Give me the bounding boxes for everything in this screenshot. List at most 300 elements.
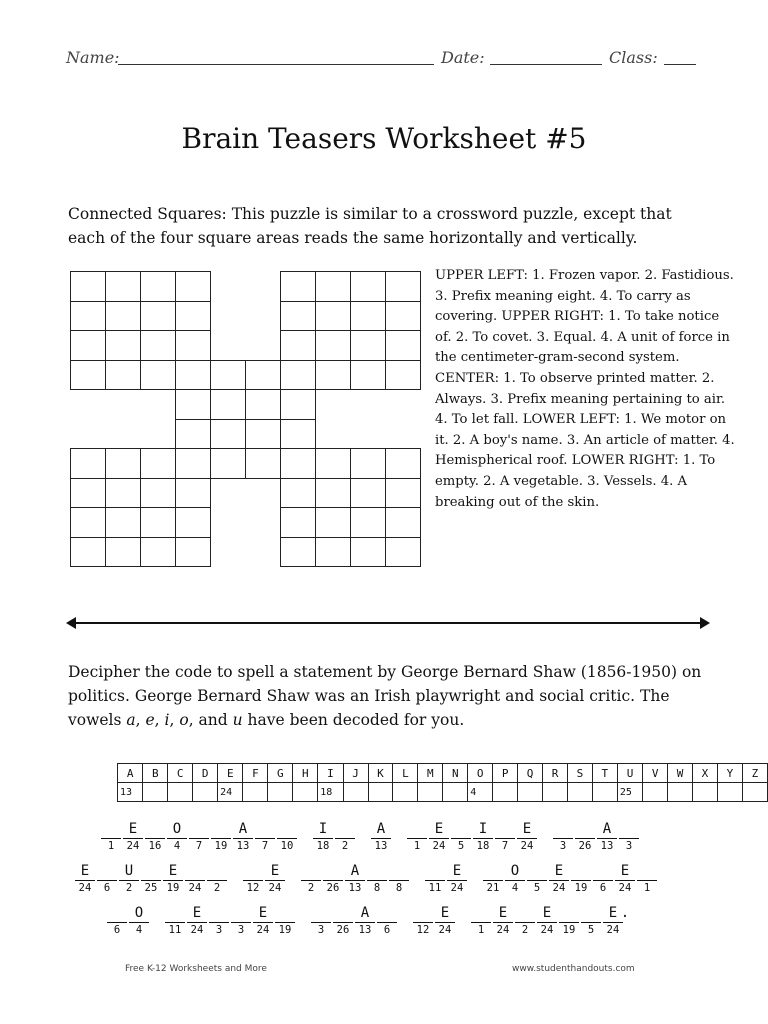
footer-right: www.studenthandouts.com	[512, 964, 635, 974]
puzzle-cell[interactable]	[280, 419, 316, 450]
key-letter-j: J	[343, 764, 368, 783]
cipher-letter-slot[interactable]	[184, 862, 206, 895]
puzzle-cell[interactable]	[350, 537, 386, 568]
cipher-letter-slot[interactable]	[344, 862, 366, 895]
key-number-p[interactable]	[493, 783, 518, 802]
decoded-letter	[230, 904, 252, 922]
decoded-letter	[406, 820, 428, 838]
code-number: 1	[413, 840, 421, 852]
cipher-letter-slot[interactable]	[166, 820, 188, 853]
key-number-y[interactable]	[717, 783, 742, 802]
decoded-letter: E	[434, 821, 444, 837]
cipher-letter-slot[interactable]	[310, 904, 332, 937]
puzzle-cell[interactable]	[70, 271, 106, 302]
code-number: 4	[173, 840, 181, 852]
clue-text: : 1. To take notice of. 2. To covet. 3. Equal. 4. A unit of force in the centimeter-gram-second system.	[435, 309, 730, 366]
key-letter-u: U	[617, 764, 642, 783]
connected-squares-intro: Connected Squares: This puzzle is similar to a crossword puzzle, except that each of the four square areas reads the same horizontally and vertically.	[68, 205, 672, 247]
decoded-letter	[470, 904, 492, 922]
clue-label: CENTER	[435, 370, 495, 386]
puzzle-cell[interactable]	[315, 301, 351, 332]
code-number: 24	[618, 882, 632, 894]
decoded-letter	[334, 820, 356, 838]
cipher-letter-slot[interactable]	[552, 820, 574, 853]
clue-label: LOWER RIGHT	[571, 453, 675, 469]
key-letter-h: H	[293, 764, 318, 783]
key-letter-e: E	[218, 764, 243, 783]
decoded-letter	[332, 904, 354, 922]
puzzle-cell[interactable]	[280, 389, 316, 420]
code-number: 24	[450, 882, 464, 894]
cipher-letter-slot[interactable]	[334, 820, 356, 853]
key-letter-d: D	[193, 764, 218, 783]
cipher-letter-slot[interactable]	[128, 904, 150, 937]
cipher-letter-slot[interactable]	[96, 862, 118, 895]
puzzle-cell[interactable]	[175, 360, 211, 391]
code-number: 16	[148, 840, 162, 852]
name-field-line[interactable]	[118, 64, 434, 65]
puzzle-cell[interactable]	[280, 478, 316, 509]
code-number: 18	[476, 840, 490, 852]
puzzle-cell[interactable]	[280, 360, 316, 391]
decoded-letter	[164, 904, 186, 922]
cipher-letter-slot[interactable]	[188, 820, 210, 853]
code-number: 24	[190, 924, 204, 936]
key-number-z[interactable]	[742, 783, 767, 802]
decoded-letter	[618, 820, 640, 838]
decoded-letter: O	[172, 821, 182, 837]
puzzle-cell[interactable]	[315, 448, 351, 479]
decoded-letter: A	[238, 821, 248, 837]
cipher-letter-slot[interactable]	[230, 904, 252, 937]
puzzle-cell[interactable]	[350, 507, 386, 538]
key-number-l[interactable]	[393, 783, 418, 802]
clue-text: : 1. Frozen vapor. 2. Fastidious. 3. Prefix meaning eight. 4. To carry as covering.	[435, 268, 734, 325]
clue-list	[435, 266, 735, 513]
code-number: 2	[341, 840, 349, 852]
cipher-letter-slot[interactable]	[186, 904, 208, 937]
puzzle-cell[interactable]	[175, 330, 211, 361]
cipher-letter-slot[interactable]	[276, 820, 298, 853]
cipher-letter-slot[interactable]	[122, 820, 144, 853]
cipher-letter-slot[interactable]	[536, 904, 558, 937]
cipher-letter-slot[interactable]	[376, 904, 398, 937]
decoded-letter: E	[128, 821, 138, 837]
puzzle-cell[interactable]	[175, 507, 211, 538]
divider-arrow-right	[700, 617, 710, 629]
decoded-letter: E	[498, 905, 508, 921]
puzzle-cell[interactable]	[245, 360, 281, 391]
puzzle-cell[interactable]	[210, 419, 246, 450]
cipher-letter-slot[interactable]	[472, 820, 494, 853]
code-number: 3	[559, 840, 567, 852]
key-number-m[interactable]	[418, 783, 443, 802]
decoded-letter	[592, 862, 614, 880]
cipher-letter-slot[interactable]	[412, 904, 434, 937]
puzzle-cell[interactable]	[350, 478, 386, 509]
puzzle-cell[interactable]	[385, 448, 421, 479]
key-number-t[interactable]	[592, 783, 617, 802]
code-number: 19	[214, 840, 228, 852]
puzzle-cell[interactable]	[210, 448, 246, 479]
puzzle-cell[interactable]	[315, 271, 351, 302]
code-number: 8	[373, 882, 381, 894]
key-number-o[interactable]: 4	[468, 783, 493, 802]
code-number: 3	[215, 924, 223, 936]
cipher-letter-slot[interactable]	[558, 904, 580, 937]
decoded-letter	[494, 820, 516, 838]
puzzle-cell[interactable]	[140, 537, 176, 568]
decoded-letter: E	[440, 905, 450, 921]
decoded-letter: E	[452, 863, 462, 879]
cipher-letter-slot[interactable]	[232, 820, 254, 853]
key-letter-s: S	[567, 764, 592, 783]
puzzle-cell[interactable]	[175, 478, 211, 509]
key-number-k[interactable]	[368, 783, 393, 802]
puzzle-cell[interactable]	[350, 330, 386, 361]
cipher-letter-slot[interactable]	[144, 820, 166, 853]
cipher-letter-slot[interactable]	[618, 820, 640, 853]
cipher-letter-slot[interactable]	[424, 862, 446, 895]
puzzle-cell[interactable]	[245, 389, 281, 420]
puzzle-cell[interactable]	[385, 301, 421, 332]
puzzle-cell[interactable]	[105, 271, 141, 302]
decoded-letter	[450, 820, 472, 838]
cipher-letter-slot[interactable]	[548, 862, 570, 895]
code-number: 3	[237, 924, 245, 936]
puzzle-cell[interactable]	[210, 360, 246, 391]
code-number: 25	[144, 882, 158, 894]
date-label: Date:	[441, 48, 485, 67]
puzzle-cell[interactable]	[280, 301, 316, 332]
code-number: 24	[268, 882, 282, 894]
code-number: 7	[195, 840, 203, 852]
code-number: 24	[438, 924, 452, 936]
decipher-intro: Decipher the code to spell a statement by George Bernard Shaw (1856-1950) on politics. George Bernard Shaw was an Irish playwright and social critic. The vowels a, e, i, o, and u have been decoded for you.	[68, 663, 702, 729]
code-number: 24	[496, 924, 510, 936]
decoded-letter	[144, 820, 166, 838]
cipher-letter-slot[interactable]	[366, 862, 388, 895]
key-letter-p: P	[493, 764, 518, 783]
decoded-letter: E	[80, 863, 90, 879]
key-number-j[interactable]	[343, 783, 368, 802]
cipher-letter-slot[interactable]	[592, 862, 614, 895]
key-letter-b: B	[143, 764, 168, 783]
key-letter-o: O	[468, 764, 493, 783]
key-letter-x: X	[693, 764, 718, 783]
cipher-letter-slot[interactable]	[300, 862, 322, 895]
decoded-letter	[188, 820, 210, 838]
code-number: 19	[562, 924, 576, 936]
puzzle-cell[interactable]	[350, 301, 386, 332]
puzzle-cell[interactable]	[280, 330, 316, 361]
puzzle-cell[interactable]	[350, 448, 386, 479]
puzzle-cell[interactable]	[105, 301, 141, 332]
puzzle-cell[interactable]	[385, 478, 421, 509]
puzzle-cell[interactable]	[315, 537, 351, 568]
code-number: 6	[113, 924, 121, 936]
puzzle-cell[interactable]	[350, 271, 386, 302]
decoded-letter: A	[350, 863, 360, 879]
puzzle-cell[interactable]	[175, 448, 211, 479]
puzzle-cell[interactable]	[315, 478, 351, 509]
key-number-r[interactable]	[543, 783, 568, 802]
code-number: 24	[606, 924, 620, 936]
cipher-letter-slot[interactable]	[526, 862, 548, 895]
decoded-letter	[208, 904, 230, 922]
decoded-letter	[242, 862, 264, 880]
decoded-letter	[424, 862, 446, 880]
code-number: 11	[168, 924, 182, 936]
key-letter-l: L	[393, 764, 418, 783]
code-number: 2	[213, 882, 221, 894]
key-letter-y: Y	[717, 764, 742, 783]
key-number-c[interactable]	[168, 783, 193, 802]
puzzle-cell[interactable]	[70, 301, 106, 332]
puzzle-cell[interactable]	[385, 537, 421, 568]
puzzle-cell[interactable]	[105, 478, 141, 509]
clue-text: : 1. We motor on it. 2. A boy's name. 3. An article of matter. 4. Hemispherical roof.	[435, 412, 735, 469]
code-number: 1	[643, 882, 651, 894]
key-number-a[interactable]: 13	[118, 783, 143, 802]
decoded-letter	[96, 862, 118, 880]
cipher-letter-slot[interactable]	[140, 862, 162, 895]
decoded-letter	[514, 904, 536, 922]
puzzle-cell[interactable]	[105, 537, 141, 568]
decoded-letter	[570, 862, 592, 880]
code-number: 24	[432, 840, 446, 852]
puzzle-cell[interactable]	[70, 360, 106, 391]
code-number: 1	[477, 924, 485, 936]
puzzle-cell[interactable]	[385, 330, 421, 361]
cipher-letter-slot[interactable]	[494, 820, 516, 853]
cipher-letter-slot[interactable]	[274, 904, 296, 937]
cipher-letter-slot[interactable]	[162, 862, 184, 895]
cipher-letter-slot[interactable]	[242, 862, 264, 895]
puzzle-cell[interactable]	[105, 360, 141, 391]
decoded-letter	[376, 904, 398, 922]
code-number: 2	[521, 924, 529, 936]
cipher-letter-slot[interactable]	[312, 820, 334, 853]
cipher-letter-slot[interactable]	[252, 904, 274, 937]
cipher-letter-slot[interactable]	[470, 904, 492, 937]
key-letter-r: R	[543, 764, 568, 783]
cipher-letter-slot[interactable]	[570, 862, 592, 895]
code-number: 13	[358, 924, 372, 936]
cipher-letter-slot[interactable]	[354, 904, 376, 937]
decoded-letter	[100, 820, 122, 838]
puzzle-cell[interactable]	[245, 448, 281, 479]
code-number: 6	[599, 882, 607, 894]
puzzle-cell[interactable]	[70, 478, 106, 509]
puzzle-cell[interactable]	[140, 360, 176, 391]
cipher-letter-slot[interactable]	[210, 820, 232, 853]
class-field-line[interactable]	[664, 64, 696, 65]
code-number: 26	[326, 882, 340, 894]
decoded-letter: E	[522, 821, 532, 837]
puzzle-cell[interactable]	[175, 537, 211, 568]
cipher-letter-slot[interactable]	[504, 862, 526, 895]
code-number: 5	[587, 924, 595, 936]
footer-left: Free K-12 Worksheets and More	[125, 964, 267, 974]
puzzle-cell[interactable]	[280, 448, 316, 479]
key-number-x[interactable]	[693, 783, 718, 802]
cipher-letter-slot[interactable]	[492, 904, 514, 937]
decoded-letter	[210, 820, 232, 838]
puzzle-cell[interactable]	[175, 419, 211, 450]
cipher-letter-slot[interactable]	[100, 820, 122, 853]
decoded-letter	[482, 862, 504, 880]
cipher-letter-slot[interactable]	[428, 820, 450, 853]
key-letter-m: M	[418, 764, 443, 783]
cipher-letter-slot[interactable]	[74, 862, 96, 895]
page-title: Brain Teasers Worksheet #5	[181, 122, 587, 155]
decoded-letter: A	[376, 821, 386, 837]
puzzle-cell[interactable]	[140, 448, 176, 479]
cipher-letter-slot[interactable]	[614, 862, 636, 895]
code-number: 2	[307, 882, 315, 894]
cipher-letter-slot[interactable]	[434, 904, 456, 937]
student-info-header	[66, 44, 702, 70]
key-number-d[interactable]	[193, 783, 218, 802]
decoded-letter: U	[124, 863, 134, 879]
clue-label: LOWER LEFT	[522, 412, 616, 428]
puzzle-cell[interactable]	[350, 360, 386, 391]
puzzle-cell[interactable]	[245, 419, 281, 450]
puzzle-cell[interactable]	[280, 537, 316, 568]
code-number: 24	[78, 882, 92, 894]
key-number-u[interactable]: 25	[617, 783, 642, 802]
puzzle-cell[interactable]	[140, 478, 176, 509]
decoded-letter: E	[608, 905, 618, 921]
key-number-s[interactable]	[567, 783, 592, 802]
puzzle-cell[interactable]	[315, 330, 351, 361]
cipher-letter-slot[interactable]	[388, 862, 410, 895]
cipher-letter-slot[interactable]	[208, 904, 230, 937]
key-number-b[interactable]	[143, 783, 168, 802]
cipher-letter-slot[interactable]	[514, 904, 536, 937]
decoded-letter	[366, 862, 388, 880]
key-number-f[interactable]	[243, 783, 268, 802]
decoded-letter: E	[620, 863, 630, 879]
decoded-letter: A	[602, 821, 612, 837]
code-number: 26	[578, 840, 592, 852]
key-number-n[interactable]	[443, 783, 468, 802]
cipher-letter-slot[interactable]	[164, 904, 186, 937]
cipher-letter-slot[interactable]	[254, 820, 276, 853]
puzzle-cell[interactable]	[140, 330, 176, 361]
code-number: 24	[256, 924, 270, 936]
puzzle-cell[interactable]	[385, 507, 421, 538]
puzzle-cell[interactable]	[280, 507, 316, 538]
cipher-letter-slot[interactable]	[332, 904, 354, 937]
decoded-letter	[552, 820, 574, 838]
decoded-letter	[206, 862, 228, 880]
puzzle-cell[interactable]	[175, 271, 211, 302]
key-number-v[interactable]	[643, 783, 668, 802]
date-field-line[interactable]	[490, 64, 602, 65]
clue-text: : 1. To empty. 2. A vegetable. 3. Vessels. 4. A breaking out of the skin.	[435, 453, 716, 510]
key-number-w[interactable]	[668, 783, 693, 802]
key-number-g[interactable]	[268, 783, 293, 802]
puzzle-cell[interactable]	[105, 448, 141, 479]
code-number: 24	[188, 882, 202, 894]
cipher-letter-slot[interactable]	[370, 820, 392, 853]
code-number: 18	[316, 840, 330, 852]
key-number-e[interactable]: 24	[218, 783, 243, 802]
section-divider	[68, 622, 708, 624]
key-letter-c: C	[168, 764, 193, 783]
decoded-letter: I	[318, 821, 328, 837]
decoded-letter	[558, 904, 580, 922]
cipher-letter-slot[interactable]	[118, 862, 140, 895]
cipher-letter-slot[interactable]	[482, 862, 504, 895]
cipher-letter-slot[interactable]	[446, 862, 468, 895]
puzzle-cell[interactable]	[140, 271, 176, 302]
puzzle-cell[interactable]	[70, 507, 106, 538]
class-label: Class:	[609, 48, 658, 67]
key-numbers-row	[118, 783, 768, 802]
puzzle-cell[interactable]	[140, 507, 176, 538]
puzzle-cell[interactable]	[315, 507, 351, 538]
puzzle-cell[interactable]	[105, 507, 141, 538]
cipher-letter-slot[interactable]	[264, 862, 286, 895]
cipher-letter-slot[interactable]	[580, 904, 602, 937]
cipher-letter-slot[interactable]	[596, 820, 618, 853]
cipher-letter-slot[interactable]	[516, 820, 538, 853]
key-number-q[interactable]	[518, 783, 543, 802]
decoded-letter: E	[554, 863, 564, 879]
cipher-letter-slot[interactable]	[574, 820, 596, 853]
code-number: 13	[236, 840, 250, 852]
code-number: 12	[416, 924, 430, 936]
code-number: 7	[501, 840, 509, 852]
cipher-letter-slot[interactable]	[206, 862, 228, 895]
puzzle-cell[interactable]	[385, 360, 421, 391]
cipher-letter-slot[interactable]	[322, 862, 344, 895]
key-letters-row	[118, 764, 768, 783]
clue-text: : 1. To observe printed matter. 2. Always. 3. Prefix meaning pertaining to air. 4. To let fall.	[435, 370, 726, 428]
puzzle-cell[interactable]	[105, 330, 141, 361]
puzzle-cell[interactable]	[70, 537, 106, 568]
code-number: 2	[125, 882, 133, 894]
puzzle-cell[interactable]	[210, 389, 246, 420]
code-number: 19	[166, 882, 180, 894]
key-number-h[interactable]	[293, 783, 318, 802]
cipher-letter-slot[interactable]	[106, 904, 128, 937]
cipher-letter-slot[interactable]	[450, 820, 472, 853]
code-number: 21	[486, 882, 500, 894]
puzzle-cell[interactable]	[280, 271, 316, 302]
cipher-letter-slot[interactable]	[406, 820, 428, 853]
decoded-letter	[184, 862, 206, 880]
code-number: 6	[103, 882, 111, 894]
code-number: 19	[278, 924, 292, 936]
decoded-letter	[106, 904, 128, 922]
puzzle-cell[interactable]	[70, 448, 106, 479]
key-number-i[interactable]: 18	[318, 783, 343, 802]
code-number: 24	[552, 882, 566, 894]
puzzle-cell[interactable]	[175, 301, 211, 332]
puzzle-cell[interactable]	[385, 271, 421, 302]
cipher-letter-slot[interactable]	[636, 862, 658, 895]
puzzle-cell[interactable]	[315, 360, 351, 391]
clue-label: UPPER RIGHT	[501, 309, 600, 325]
puzzle-cell[interactable]	[70, 330, 106, 361]
puzzle-cell[interactable]	[175, 389, 211, 420]
puzzle-cell[interactable]	[140, 301, 176, 332]
code-number: 11	[428, 882, 442, 894]
